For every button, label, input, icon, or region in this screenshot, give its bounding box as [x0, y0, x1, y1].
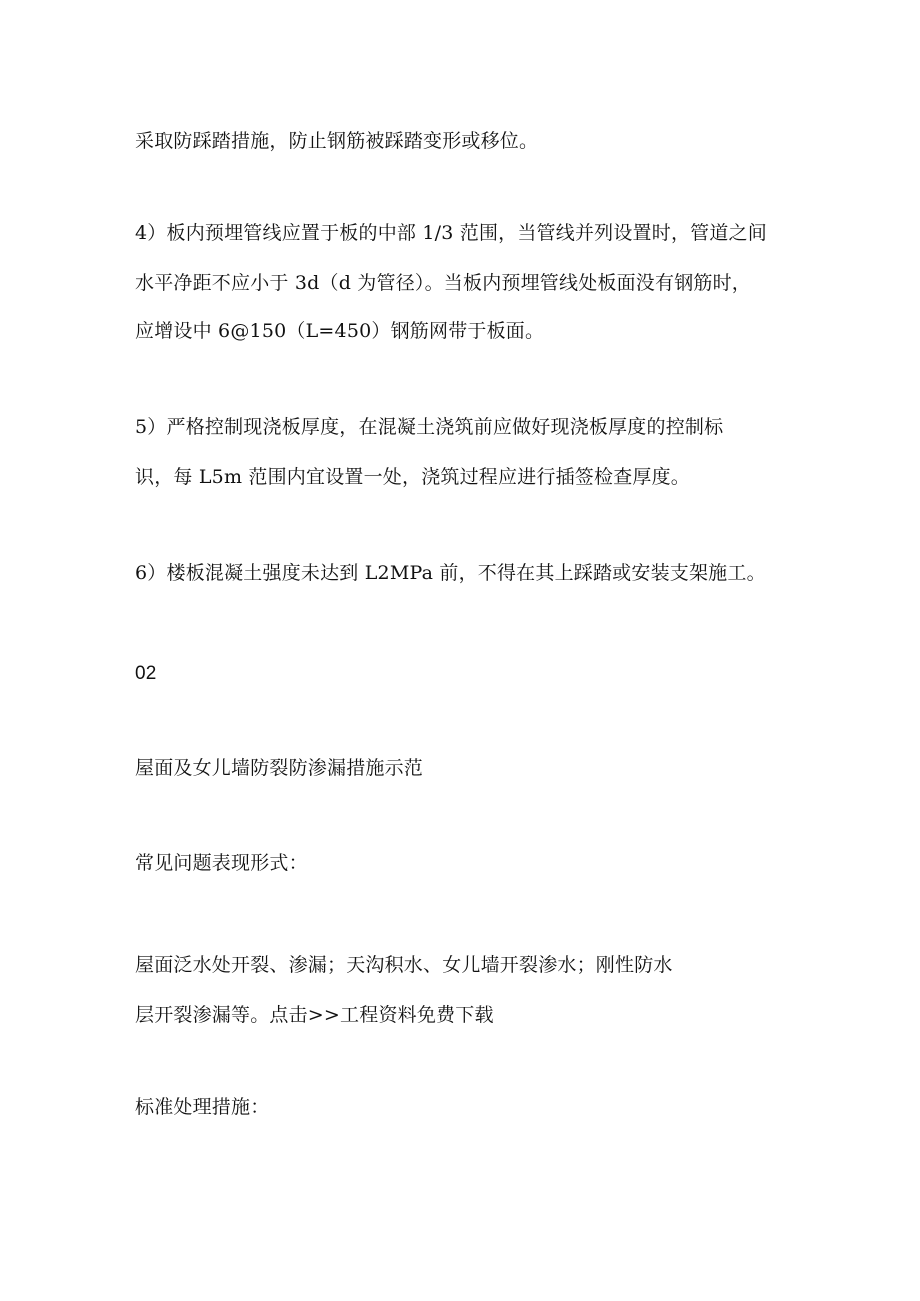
- paragraph-4-line-2: 水平净距不应小于 3d（d 为管径）。当板内预埋管线处板面没有钢筋时，: [135, 272, 751, 294]
- common-problems-heading: 常见问题表现形式：: [135, 852, 308, 874]
- paragraph-4-line-3: 应增设中 6@150（L=450）钢筋网带于板面。: [135, 320, 545, 342]
- paragraph-5-line-1: 5）严格控制现浇板厚度，在混凝土浇筑前应做好现浇板厚度的控制标: [135, 416, 724, 438]
- section-title: 屋面及女儿墙防裂防渗漏措施示范: [135, 757, 424, 779]
- common-problems-line-1: 屋面泛水处开裂、渗漏；天沟积水、女儿墙开裂渗水；刚性防水: [135, 954, 673, 976]
- common-problems-line-2: 层开裂渗漏等。点击>>工程资料免费下载: [135, 1004, 494, 1026]
- paragraph-5-line-2: 识，每 L5m 范围内宜设置一处，浇筑过程应进行插签检查厚度。: [135, 466, 691, 488]
- paragraph-4-line-1: 4）板内预埋管线应置于板的中部 1/3 范围，当管线并列设置时，管道之间: [135, 222, 767, 244]
- paragraph-line-anti-trampling: 采取防踩踏措施，防止钢筋被踩踏变形或移位。: [135, 130, 539, 152]
- paragraph-6-line-1: 6）楼板混凝土强度未达到 L2MPa 前，不得在其上踩踏或安装支架施工。: [135, 562, 766, 584]
- standard-measures-heading: 标准处理措施：: [135, 1096, 270, 1118]
- section-number: 02: [135, 663, 157, 684]
